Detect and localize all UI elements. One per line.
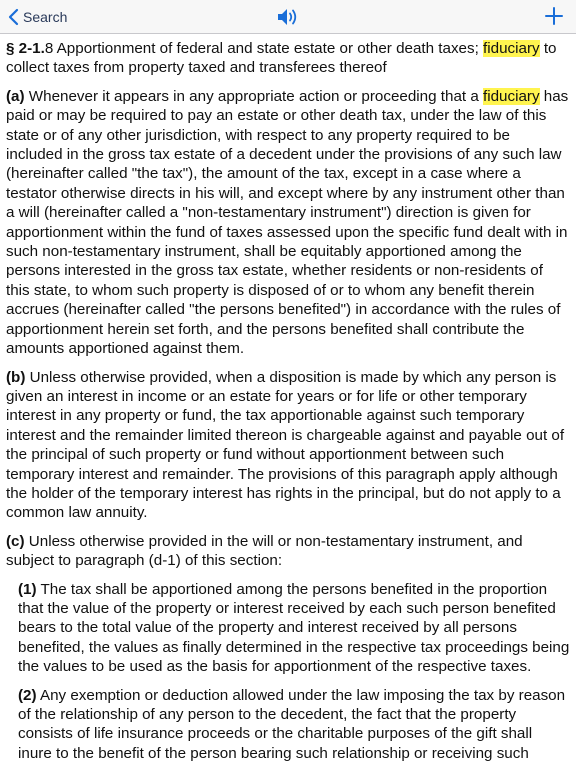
paragraph-c	[6, 532, 570, 571]
paragraph-label: (2)	[18, 686, 37, 704]
back-button-label: Search	[23, 9, 68, 25]
paragraph-label: (a)	[6, 87, 25, 105]
plus-icon	[544, 13, 564, 30]
paragraph-text: Whenever it appears in any appropriate action or proceeding that a	[24, 87, 483, 105]
paragraph-text-cont: has paid or may be required to pay an estate or other death tax, under the law of this state or of any other jurisdiction, with respect to any property required to be included in the gross tax estate of a decedent under the provisions of any such law (hereinafter called "the tax"), the amount of the tax, except in a case where a testator otherwise directs in his will, and except where by any instrument other than a will (hereinafter called a "non-testamentary instrument") direction is given for apportionment within the fund of taxes assessed upon the specific fund dealt with in such non-testamentary instrument, shall be equitably apportioned among the persons interested in the gross tax estate, whether residents or non-residents of this state, to whom such property is disposed of or to whom any benefit therein accrues (hereinafter called "the persons benefited") in accordance with the rules of apportionment herein set forth, and the persons benefited shall contribute the amounts apportioned against them.	[6, 87, 569, 358]
paragraph-c-2	[6, 686, 570, 764]
speaker-icon	[276, 15, 300, 32]
section-heading	[6, 39, 570, 78]
section-number: § 2-1.	[6, 40, 45, 57]
search-highlight: fiduciary	[483, 87, 540, 105]
statute-text	[0, 34, 576, 768]
heading-text: Apportionment of federal and state estate or other death taxes;	[53, 40, 484, 57]
chevron-left-icon	[8, 8, 19, 26]
heading-text-cont: to collect taxes from property taxed and transferees thereof	[6, 40, 557, 77]
paragraph-text: Any exemption or deduction allowed under the law imposing the tax by reason of the relationship of any person to the decedent, the fact that the property consists of life insurance proceeds or the charitable purposes of the gift shall inure to the benefit of the person bearing such relationship or receiving such	[18, 686, 566, 762]
search-highlight: fiduciary	[483, 40, 540, 57]
paragraph-a	[6, 87, 570, 359]
paragraph-c-1	[6, 580, 570, 677]
back-button[interactable]	[8, 5, 67, 29]
paragraph-text: Unless otherwise provided, when a disposition is made by which any person is given an interest in income or an estate for years or for life or other temporary interest in any property or fund, the tax apportionable against such temporary interest and the remainder limited thereon is chargeable against and payable out of the principal of such property or fund without apportionment between such temporary interest and remainder. The provisions of this paragraph apply although the holder of the temporary interest has rights in the principal, but do not apply to a common law annuity.	[6, 368, 565, 522]
section-number-suffix: 8	[44, 40, 54, 57]
paragraph-text: Unless otherwise provided in the will or non-testamentary instrument, and subject to paragraph (d-1) of this section:	[6, 532, 523, 570]
paragraph-b	[6, 368, 570, 523]
paragraph-text: The tax shall be apportioned among the persons benefited in the proportion that the value of the property or interest received by each such person benefited bears to the total value of the property and interest received by all persons benefited, the values as finally determined in the respective tax proceedings being the values to be used as the basis for apportionment of the respective taxes.	[18, 580, 570, 676]
add-button[interactable]	[544, 6, 564, 26]
paragraph-label: (c)	[6, 532, 25, 550]
paragraph-label: (1)	[18, 580, 37, 598]
navigation-bar	[0, 0, 576, 34]
paragraph-label: (b)	[6, 368, 26, 386]
speaker-button[interactable]	[276, 6, 300, 28]
